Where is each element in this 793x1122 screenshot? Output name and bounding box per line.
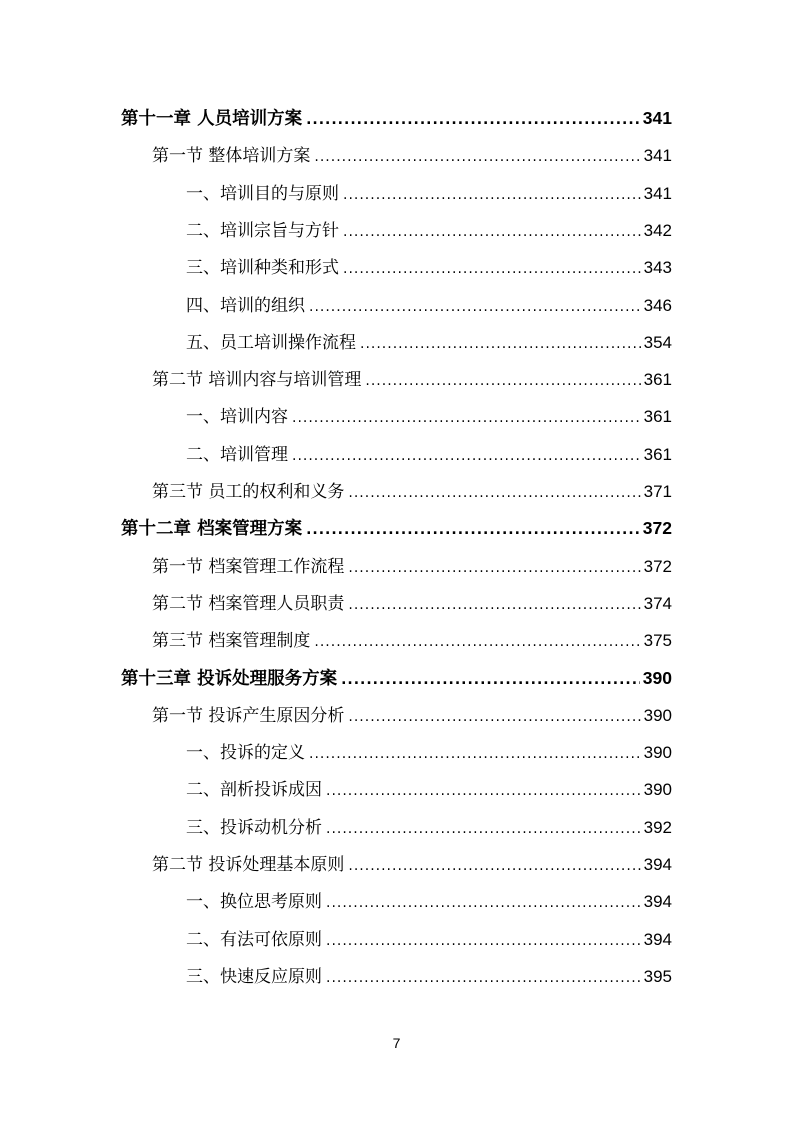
toc-entry-title: 三、快速反应原则 — [186, 966, 322, 987]
page-number: 7 — [392, 1035, 401, 1051]
toc-entry-section[interactable] — [152, 548, 672, 585]
toc-dot-leader — [343, 177, 641, 214]
toc-entry-page: 346 — [643, 295, 672, 315]
toc-entry-title: 第一节 档案管理工作流程 — [152, 556, 345, 577]
toc-entry-section[interactable] — [152, 585, 672, 622]
toc-entry-page: 372 — [643, 556, 672, 576]
toc-entry-title: 一、培训内容 — [186, 407, 288, 428]
toc-dot-leader — [292, 438, 641, 475]
toc-entry-subsection[interactable] — [186, 958, 672, 995]
toc-dot-leader — [309, 736, 641, 773]
toc-entry-subsection[interactable] — [186, 809, 672, 846]
toc-entry-page: 341 — [643, 183, 672, 203]
toc-entry-page: 392 — [643, 817, 672, 837]
toc-entry-page: 371 — [643, 482, 672, 501]
toc-entry-title: 二、培训管理 — [186, 444, 288, 465]
toc-entry-page: 390 — [643, 705, 672, 725]
toc-entry-title: 第三节 员工的权利和义务 — [152, 482, 345, 502]
toc-dot-leader — [348, 848, 640, 885]
toc-entry-subsection[interactable] — [186, 287, 672, 324]
toc-entry-title: 二、有法可依原则 — [186, 929, 322, 950]
toc-entry-section[interactable] — [152, 137, 672, 174]
toc-entry-subsection[interactable] — [186, 436, 672, 473]
toc-entry-title: 第十一章 人员培训方案 — [121, 109, 303, 129]
toc-entry-title: 第十二章 档案管理方案 — [121, 519, 303, 540]
toc-dot-leader — [360, 326, 641, 363]
toc-entry-chapter[interactable] — [121, 100, 672, 137]
toc-dot-leader — [341, 662, 640, 699]
toc-entry-page: 390 — [642, 667, 672, 688]
toc-entry-page: 372 — [642, 518, 672, 539]
toc-entry-page: 390 — [643, 780, 672, 800]
toc-entry-page: 341 — [643, 146, 672, 166]
toc-dot-leader — [306, 512, 640, 549]
toc-entry-section[interactable] — [152, 473, 672, 510]
toc-entry-page: 361 — [643, 407, 672, 427]
toc-entry-title: 一、培训目的与原则 — [186, 183, 339, 204]
toc-entry-page: 394 — [643, 929, 672, 949]
toc-entry-subsection[interactable] — [186, 398, 672, 435]
toc-entry-subsection[interactable] — [186, 734, 672, 771]
toc-entry-section[interactable] — [152, 622, 672, 659]
toc-entry-subsection[interactable] — [186, 249, 672, 286]
toc-dot-leader — [326, 811, 641, 848]
toc-entry-title: 二、剖析投诉成因 — [186, 780, 322, 801]
toc-entry-page: 361 — [643, 370, 672, 390]
toc-entry-title: 三、培训种类和形式 — [186, 258, 339, 279]
toc-entry-title: 五、员工培训操作流程 — [186, 332, 356, 353]
toc-entry-page: 394 — [643, 855, 672, 874]
toc-entry-title: 第三节 档案管理制度 — [152, 631, 311, 652]
toc-entry-title: 一、换位思考原则 — [186, 892, 322, 913]
toc-entry-subsection[interactable] — [186, 324, 672, 361]
toc-dot-leader — [348, 475, 640, 512]
toc-entry-page: 390 — [643, 743, 672, 763]
toc-entry-page: 343 — [643, 258, 672, 278]
toc-dot-leader — [326, 885, 641, 922]
toc-entry-title: 第二节 投诉处理基本原则 — [152, 855, 345, 875]
toc-dot-leader — [343, 214, 641, 251]
toc-dot-leader — [348, 587, 640, 624]
toc-entry-subsection[interactable] — [186, 921, 672, 958]
toc-entry-page: 341 — [642, 108, 672, 128]
toc-entry-title: 三、投诉动机分析 — [186, 817, 322, 838]
toc-entry-page: 361 — [643, 444, 672, 464]
toc-entry-section[interactable] — [152, 846, 672, 883]
toc-dot-leader — [343, 251, 641, 288]
toc-entry-subsection[interactable] — [186, 883, 672, 920]
toc-entry-chapter[interactable] — [121, 510, 672, 547]
toc-dot-leader — [326, 923, 641, 960]
toc-dot-leader — [309, 289, 641, 326]
toc-entry-title: 二、培训宗旨与方针 — [186, 220, 339, 241]
toc-entry-title: 一、投诉的定义 — [186, 743, 305, 764]
toc-entry-subsection[interactable] — [186, 212, 672, 249]
toc-entry-chapter[interactable] — [121, 660, 672, 697]
toc-entry-title: 第二节 档案管理人员职责 — [152, 593, 345, 614]
toc-entry-page: 342 — [643, 220, 672, 240]
toc-dot-leader — [365, 363, 640, 400]
toc-dot-leader — [292, 400, 641, 437]
toc-dot-leader — [348, 550, 640, 587]
toc-entry-subsection[interactable] — [186, 175, 672, 212]
toc-dot-leader — [314, 139, 640, 176]
toc-entry-page: 394 — [643, 892, 672, 912]
toc-entry-page: 395 — [643, 966, 672, 986]
toc-entry-title: 第一节 整体培训方案 — [152, 146, 311, 167]
toc-entry-page: 374 — [643, 593, 672, 613]
toc-dot-leader — [306, 102, 640, 139]
toc-entry-title: 第十三章 投诉处理服务方案 — [121, 668, 338, 689]
toc-entry-subsection[interactable] — [186, 771, 672, 808]
toc-entry-section[interactable] — [152, 361, 672, 398]
toc-dot-leader — [314, 624, 640, 661]
toc-dot-leader — [348, 699, 640, 736]
toc-dot-leader — [326, 773, 641, 810]
toc-dot-leader — [326, 960, 641, 997]
toc-entry-title: 第一节 投诉产生原因分析 — [152, 705, 345, 726]
toc-entry-section[interactable] — [152, 697, 672, 734]
toc-entry-page: 375 — [643, 631, 672, 651]
toc-entry-page: 354 — [643, 332, 672, 352]
toc-entry-title: 第二节 培训内容与培训管理 — [152, 370, 362, 391]
toc-entry-title: 四、培训的组织 — [186, 295, 305, 316]
